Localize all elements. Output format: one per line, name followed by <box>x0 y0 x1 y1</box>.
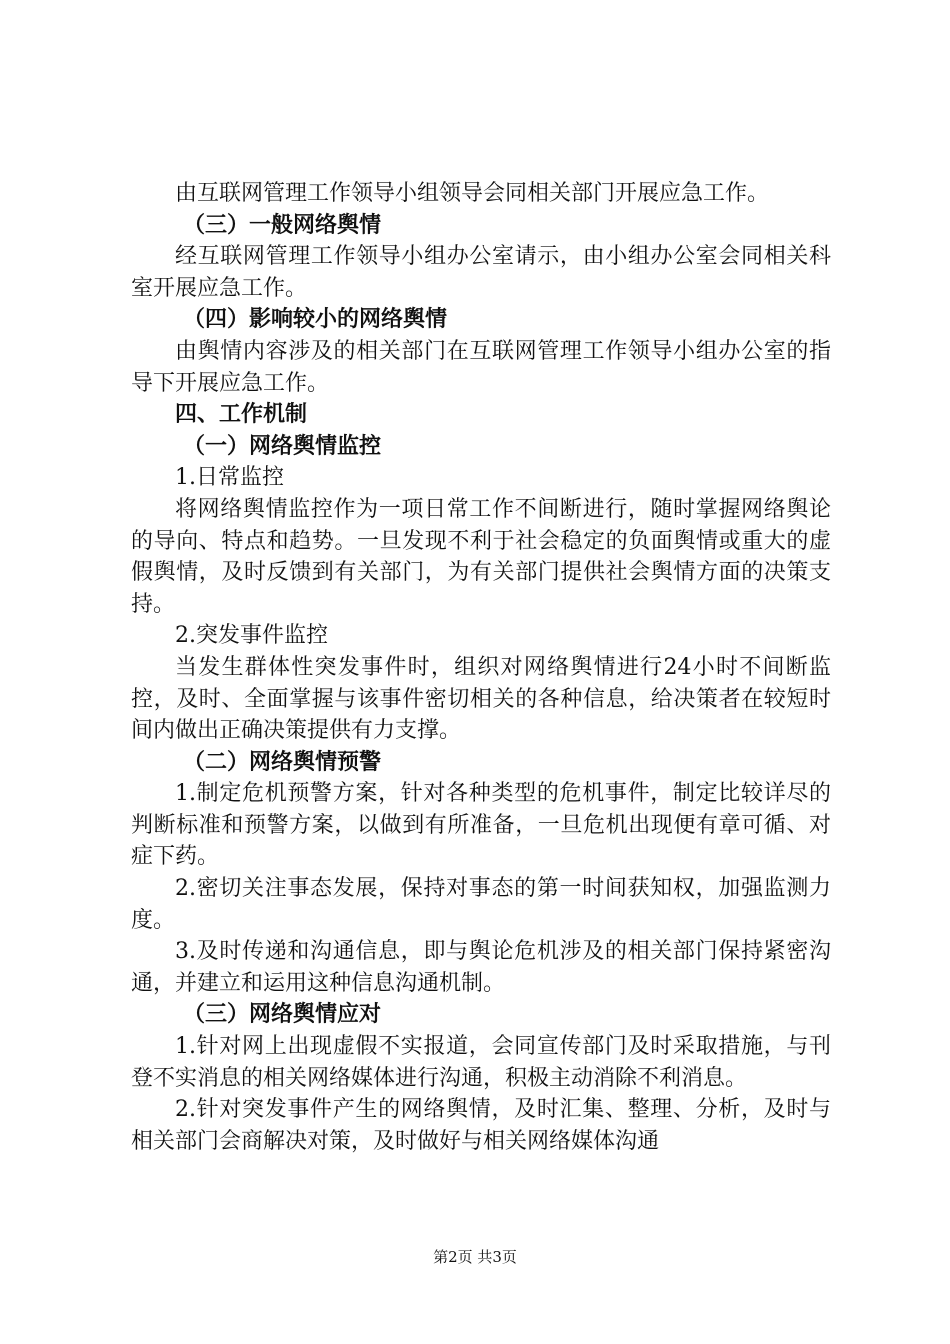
page-number: 第2页 共3页 <box>433 1248 517 1266</box>
paragraph: 当发生群体性突发事件时，组织对网络舆情进行24小时不间断监控，及时、全面掌握与该事件密切相关的各种信息，给决策者在较短时间内做出正确决策提供有力支撑。 <box>131 654 831 744</box>
list-item-title: 1.日常监控 <box>175 465 284 491</box>
section-heading: （一）网络舆情监控 <box>183 433 382 459</box>
paragraph: 经互联网管理工作领导小组办公室请示，由小组办公室会同相关科室开展应急工作。 <box>131 244 831 301</box>
list-item: 3.及时传递和沟通信息，即与舆论危机涉及的相关部门保持紧密沟通，并建立和运用这种信息沟通机制。 <box>131 939 831 996</box>
chapter-heading: 四、工作机制 <box>175 402 308 428</box>
list-item: 2.针对突发事件产生的网络舆情，及时汇集、整理、分析，及时与相关部门会商解决对策，及时做好与相关网络媒体沟通 <box>131 1097 831 1154</box>
list-item-title: 2.突发事件监控 <box>175 623 328 649</box>
section-heading: （四）影响较小的网络舆情 <box>183 307 448 333</box>
paragraph: 由互联网管理工作领导小组领导会同相关部门开展应急工作。 <box>175 181 770 206</box>
section-heading: （三）网络舆情应对 <box>183 1002 382 1028</box>
list-item: 1.制定危机预警方案，针对各种类型的危机事件，制定比较详尽的判断标准和预警方案，以做到有所准备，一旦危机出现便有章可循、对症下药。 <box>131 781 831 870</box>
section-heading: （二）网络舆情预警 <box>183 749 382 775</box>
document-body <box>131 178 831 1157</box>
paragraph: 由舆情内容涉及的相关部门在互联网管理工作领导小组办公室的指导下开展应急工作。 <box>131 338 831 396</box>
paragraph: 将网络舆情监控作为一项日常工作不间断进行，随时掌握网络舆论的导向、特点和趋势。一旦发现不利于社会稳定的负面舆情或重大的虚假舆情，及时反馈到有关部门，为有关部门提供社会舆情方面的决策支持。 <box>131 496 831 617</box>
list-item: 1.针对网上出现虚假不实报道，会同宣传部门及时采取措施，与刊登不实消息的相关网络媒体进行沟通，积极主动消除不利消息。 <box>131 1034 831 1091</box>
list-item: 2.密切关注事态发展，保持对事态的第一时间获知权，加强监测力度。 <box>131 876 831 933</box>
section-heading: （三）一般网络舆情 <box>183 212 382 238</box>
